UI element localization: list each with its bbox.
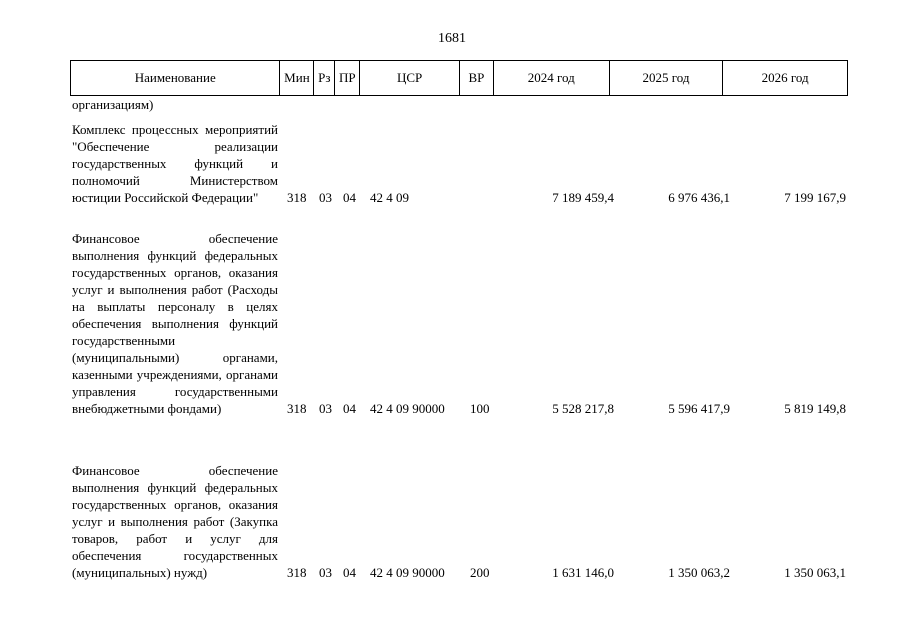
header-vr: ВР <box>460 61 494 95</box>
row-2025: 5 596 417,9 <box>668 401 730 416</box>
row-2024: 1 631 146,0 <box>552 565 614 580</box>
row-name: Финансовое обеспечение выполнения функций федеральных государственных органов, оказания услуг и выполнения работ (Расходы на выплаты персоналу в целях обеспечения выполнения функций государственными (муниципальными) органами, казенными учреждениями, органами управления государственными внебюджетными фондами) <box>72 231 278 416</box>
row-vr: 100 <box>470 401 490 416</box>
row-vr: 200 <box>470 565 490 580</box>
row-pr: 04 <box>343 401 356 416</box>
row-2024: 5 528 217,8 <box>552 401 614 416</box>
header-2024: 2024 год <box>494 61 610 95</box>
header-name: Наименование <box>71 61 280 95</box>
row-2024: 7 189 459,4 <box>552 190 614 205</box>
header-pr: ПР <box>335 61 360 95</box>
row-min: 318 <box>287 401 307 416</box>
table-row <box>72 230 848 417</box>
header-csr: ЦСР <box>360 61 460 95</box>
row-pr: 04 <box>343 190 356 205</box>
row-name: Комплекс процессных мероприятий "Обеспечение реализации государственных функций и полномочий Министерством юстиции Российской Федерации" <box>72 122 278 205</box>
row-csr: 42 4 09 <box>370 190 409 205</box>
row-csr: 42 4 09 90000 <box>370 565 445 580</box>
table-header <box>70 60 848 96</box>
header-2026: 2026 год <box>761 70 809 85</box>
table-row <box>72 121 848 206</box>
header-min: Мин <box>280 61 314 95</box>
header-rz: Рз <box>314 61 335 95</box>
continuation-text: организациям) <box>72 97 154 112</box>
row-2025: 6 976 436,1 <box>668 190 730 205</box>
row-csr: 42 4 09 90000 <box>370 401 445 416</box>
header-2025: 2025 год <box>610 61 724 95</box>
row-min: 318 <box>287 565 307 580</box>
row-2026: 7 199 167,9 <box>784 190 846 205</box>
row-2026: 1 350 063,1 <box>784 565 846 580</box>
row-rz: 03 <box>319 401 332 416</box>
row-min: 318 <box>287 190 307 205</box>
page-number: 1681 <box>438 31 466 46</box>
row-2025: 1 350 063,2 <box>668 565 730 580</box>
row-2026: 5 819 149,8 <box>784 401 846 416</box>
row-pr: 04 <box>343 565 356 580</box>
row-rz: 03 <box>319 565 332 580</box>
table-row <box>72 462 848 581</box>
row-rz: 03 <box>319 190 332 205</box>
row-name: Финансовое обеспечение выполнения функций федеральных государственных органов, оказания услуг и выполнения работ (Закупка товаров, работ и услуг для обеспечения государственных (муниципальных) нужд) <box>72 463 278 580</box>
